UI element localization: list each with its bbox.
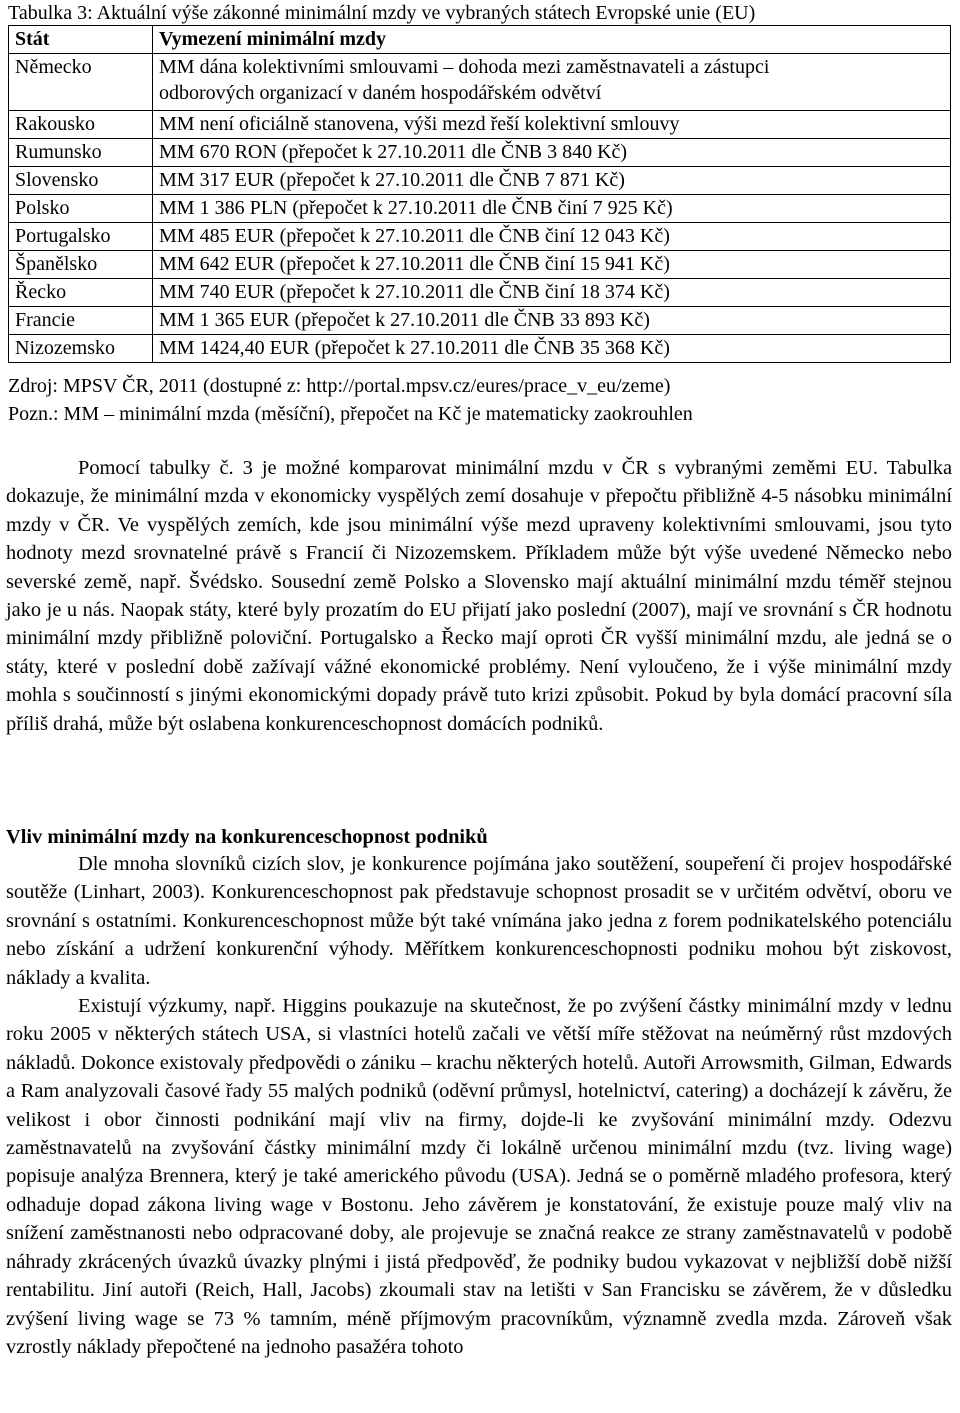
definition-cell: MM 642 EUR (přepočet k 27.10.2011 dle ČNB činí 15 941 Kč) — [153, 251, 951, 279]
table-row — [9, 279, 951, 307]
source-line: Zdroj: MPSV ČR, 2011 (dostupné z: http://portal.mpsv.cz/eures/prace_v_eu/zeme) — [8, 375, 671, 397]
table-row — [9, 335, 951, 363]
definition-line-2: odborových organizací v daném hospodářském odvětví — [159, 82, 602, 104]
table-row — [9, 307, 951, 335]
definition-cell — [153, 54, 951, 111]
header-state: Stát — [9, 26, 153, 54]
paragraph-2-text: Dle mnoha slovníků cizích slov, je konkurence pojímána jako soutěžení, soupeření či projev hospodářské soutěže (Linhart, 2003). Konkurenceschopnost pak představuje schopnost prosadit se v určitém odvětví, oboru ve srovnání s ostatními. Konkurenceschopnost může být také vnímána jako jedna z forem podnikatelského potenciálu nebo získání a udržení konkurenční výhody. Měřítkem konkurenceschopnosti podniku mohou být ziskovost, náklady a kvalita. — [6, 853, 952, 989]
state-cell: Francie — [9, 307, 153, 335]
definition-cell: MM 670 RON (přepočet k 27.10.2011 dle ČNB 3 840 Kč) — [153, 139, 951, 167]
definition-line-1: MM dána kolektivními smlouvami – dohoda mezi zaměstnavateli a zástupci — [159, 56, 770, 78]
header-definition: Vymezení minimální mzdy — [153, 26, 951, 54]
state-cell: Rakousko — [9, 111, 153, 139]
paragraph-3-text: Existují výzkumy, např. Higgins poukazuje na skutečnost, že po zvýšení částky minimální mzdy v lednu roku 2005 v některých státech USA, si vlastníci hotelů začali ve větší míře stěžovat na neúměrný růst mzdových nákladů. Dokonce existovaly předpovědi o zániku – krachu některých hotelů. Autoři Arrowsmith, Gilman, Edwards a Ram analyzovali časové řady 55 malých podniků (oděvní průmysl, hotelnictví, catering) a docházejí k závěru, že velikost i obor činnosti podnikání mají vliv na firmy, dojde-li ke zvyšování minimální mzdy. Odezvu zaměstnavatelů na zvyšování částky minimální mzdy či lokálně určenou minimální mzdu (tvz. living wage) popisuje analýza Brennera, který je také amerického původu (USA). Jedná se o poměrně mladého profesora, který odhaduje dopad zákona living wage v Bostonu. Jeho závěrem je konstatování, že existuje pouze malý vliv na snížení zaměstnanosti nebo odpracované doby, ale projevuje se značná reakce ze strany zaměstnavatelů v podobě náhrady zkrácených úvazků úvazky plnými i jistá předpověď, že podniky budou vykazovat v nejbližší době nižší rentabilitu. Jiní autoři (Reich, Hall, Jacobs) zkoumali stav na letišti v San Francisku se závěrem, že v důsledku zvýšení living wage se 73 % tamním, méně příjmovým pracovníkům, významně zvedla mzda. Zároveň však vzrostly náklady přepočtené na jednoho pasažéra tohoto — [6, 995, 952, 1358]
state-cell: Slovensko — [9, 167, 153, 195]
table-row — [9, 251, 951, 279]
definition-cell: MM 1424,40 EUR (přepočet k 27.10.2011 dle ČNB 35 368 Kč) — [153, 335, 951, 363]
definition-cell: MM 317 EUR (přepočet k 27.10.2011 dle ČNB 7 871 Kč) — [153, 167, 951, 195]
state-cell: Španělsko — [9, 251, 153, 279]
paragraph-competitiveness — [6, 850, 952, 1361]
definition-cell: MM 1 386 PLN (přepočet k 27.10.2011 dle ČNB činí 7 925 Kč) — [153, 195, 951, 223]
table-caption: Tabulka 3: Aktuální výše zákonné minimální mzdy ve vybraných státech Evropské unie (EU) — [8, 2, 756, 24]
note-line: Pozn.: MM – minimální mzda (měsíční), přepočet na Kč je matematicky zaokrouhlen — [8, 403, 693, 425]
state-cell: Řecko — [9, 279, 153, 307]
state-cell: Německo — [9, 54, 153, 111]
definition-cell: MM 740 EUR (přepočet k 27.10.2011 dle ČNB činí 18 374 Kč) — [153, 279, 951, 307]
minimum-wage-table — [8, 25, 951, 363]
paragraph-1-text: Pomocí tabulky č. 3 je možné komparovat minimální mzdu v ČR s vybranými zeměmi EU. Tabulka dokazuje, že minimální mzda v ekonomicky vyspělých zemí dosahuje v přepočtu přibližně 4-5 násobku minimální mzdy v ČR. Ve vyspělých zemích, kde jsou minimální výše mezd upraveny kolektivními smlouvami, jsou tyto hodnoty mezd srovnatelné právě s Francií či Nizozemskem. Příkladem může být výše uvedené Německo nebo severské země, např. Švédsko. Sousední země Polsko a Slovensko mají aktuální minimální mzdu téměř stejnou jako je u nás. Naopak státy, které byly prozatím do EU přijatí jako poslední (2007), mají ve srovnání s ČR hodnotu minimální mzdy přibližně poloviční. Portugalsko a Řecko mají oproti ČR vyšší minimální mzdu, ale jedná se o státy, které v poslední době zažívají vážné ekonomické problémy. Není vyloučeno, že i výše minimální mzdy mohla s součinností s jinými ekonomickými dopady právě tuto krizi způsobit. Pokud by byla domácí pracovní síla příliš drahá, může být oslabena konkurenceschopnost domácích podniků. — [6, 457, 952, 735]
paragraph-comparison — [6, 454, 952, 738]
state-cell: Nizozemsko — [9, 335, 153, 363]
table-row — [9, 195, 951, 223]
state-cell: Polsko — [9, 195, 153, 223]
definition-cell: MM 1 365 EUR (přepočet k 27.10.2011 dle ČNB 33 893 Kč) — [153, 307, 951, 335]
table-row — [9, 223, 951, 251]
table-row — [9, 111, 951, 139]
table-header-row — [9, 26, 951, 54]
state-cell: Rumunsko — [9, 139, 153, 167]
section-heading: Vliv minimální mzdy na konkurenceschopnost podniků — [6, 826, 488, 848]
state-cell: Portugalsko — [9, 223, 153, 251]
table-row — [9, 167, 951, 195]
table-row — [9, 54, 951, 111]
definition-cell: MM není oficiálně stanovena, výši mezd řeší kolektivní smlouvy — [153, 111, 951, 139]
table-row — [9, 139, 951, 167]
definition-cell: MM 485 EUR (přepočet k 27.10.2011 dle ČNB činí 12 043 Kč) — [153, 223, 951, 251]
